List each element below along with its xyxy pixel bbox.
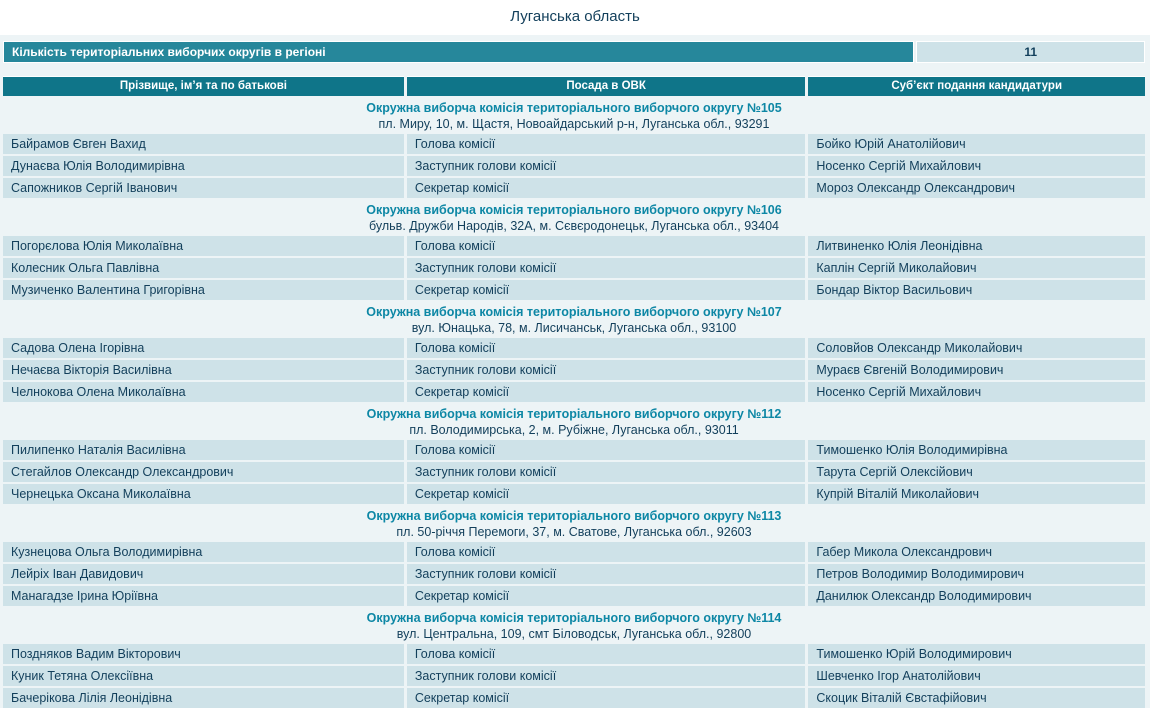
cell-position: Заступник голови комісії xyxy=(407,666,806,686)
cell-subject: Литвиненко Юлія Леонідівна xyxy=(808,236,1145,256)
cell-position: Секретар комісії xyxy=(407,178,806,198)
cell-name: Сапожников Сергій Іванович xyxy=(3,178,404,198)
cell-subject: Данилюк Олександр Володимирович xyxy=(808,586,1145,606)
cell-subject: Мороз Олександр Олександрович xyxy=(808,178,1145,198)
section-head xyxy=(3,506,1145,542)
cell-name: Челнокова Олена Миколаївна xyxy=(3,382,404,402)
region-districts-count-value: 11 xyxy=(916,41,1145,63)
commission-section xyxy=(3,404,1145,504)
section-address: пл. Володимирська, 2, м. Рубіжне, Луганська обл., 93011 xyxy=(409,423,739,437)
cell-subject: Каплін Сергій Миколайович xyxy=(808,258,1145,278)
cell-position: Голова комісії xyxy=(407,644,806,664)
table-row xyxy=(3,178,1145,198)
cell-position: Голова комісії xyxy=(407,542,806,562)
cell-name: Нечаєва Вікторія Василівна xyxy=(3,360,404,380)
cell-subject: Тарута Сергій Олексійович xyxy=(808,462,1145,482)
cell-position: Заступник голови комісії xyxy=(407,360,806,380)
column-header-subject: Суб’єкт подання кандидатури xyxy=(808,76,1145,96)
column-header-position: Посада в ОВК xyxy=(407,76,806,96)
cell-subject: Габер Микола Олександрович xyxy=(808,542,1145,562)
section-title: Окружна виборча комісія територіального виборчого округу №107 xyxy=(366,305,782,319)
commission-section xyxy=(3,506,1145,606)
cell-name: Погорєлова Юлія Миколаївна xyxy=(3,236,404,256)
cell-name: Поздняков Вадим Вікторович xyxy=(3,644,404,664)
table-row xyxy=(3,688,1145,708)
cell-subject: Купрій Віталій Миколайович xyxy=(808,484,1145,504)
commission-section xyxy=(3,608,1145,708)
section-address: вул. Юнацька, 78, м. Лисичанськ, Луганська обл., 93100 xyxy=(411,321,737,335)
cell-position: Секретар комісії xyxy=(407,688,806,708)
cell-subject: Тимошенко Юлія Володимирівна xyxy=(808,440,1145,460)
section-title: Окружна виборча комісія територіального виборчого округу №105 xyxy=(366,101,782,115)
cell-name: Манагадзе Ірина Юріївна xyxy=(3,586,404,606)
table-row xyxy=(3,586,1145,606)
table-row xyxy=(3,280,1145,300)
cell-name: Бачерікова Лілія Леонідівна xyxy=(3,688,404,708)
section-head xyxy=(3,608,1145,644)
table-row xyxy=(3,484,1145,504)
table-row xyxy=(3,440,1145,460)
cell-name: Байрамов Євген Вахид xyxy=(3,134,404,154)
table-row xyxy=(3,338,1145,358)
table-row xyxy=(3,462,1145,482)
table-row xyxy=(3,156,1145,176)
cell-subject: Носенко Сергій Михайлович xyxy=(808,382,1145,402)
table-row xyxy=(3,542,1145,562)
cell-name: Колесник Ольга Павлівна xyxy=(3,258,404,278)
cell-name: Чернецька Оксана Миколаївна xyxy=(3,484,404,504)
cell-position: Заступник голови комісії xyxy=(407,564,806,584)
page-title: Луганська область xyxy=(510,8,640,25)
section-address: бульв. Дружби Народів, 32А, м. Сєвєродонецьк, Луганська обл., 93404 xyxy=(369,219,779,233)
commission-section xyxy=(3,302,1145,402)
section-address: пл. Миру, 10, м. Щастя, Новоайдарський р-н, Луганська обл., 93291 xyxy=(378,117,770,131)
cell-subject: Тимошенко Юрій Володимирович xyxy=(808,644,1145,664)
cell-position: Голова комісії xyxy=(407,338,806,358)
title-band xyxy=(0,0,1150,35)
cell-position: Секретар комісії xyxy=(407,586,806,606)
section-address: вул. Центральна, 109, смт Біловодськ, Луганська обл., 92800 xyxy=(396,627,752,641)
cell-subject: Петров Володимир Володимирович xyxy=(808,564,1145,584)
commission-section xyxy=(3,200,1145,300)
table-body xyxy=(3,98,1145,708)
table-row xyxy=(3,258,1145,278)
cell-subject: Мураєв Євгеній Володимирович xyxy=(808,360,1145,380)
section-head xyxy=(3,98,1145,134)
table-row xyxy=(3,644,1145,664)
cell-position: Голова комісії xyxy=(407,134,806,154)
cell-subject: Шевченко Ігор Анатолійович xyxy=(808,666,1145,686)
section-title: Окружна виборча комісія територіального виборчого округу №113 xyxy=(366,509,782,523)
cell-position: Заступник голови комісії xyxy=(407,258,806,278)
table-row xyxy=(3,382,1145,402)
commission-section xyxy=(3,98,1145,198)
content-area xyxy=(0,35,1150,708)
section-head xyxy=(3,302,1145,338)
section-title: Окружна виборча комісія територіального виборчого округу №106 xyxy=(366,203,782,217)
table-row xyxy=(3,360,1145,380)
section-head xyxy=(3,200,1145,236)
section-address: пл. 50-річчя Перемоги, 37, м. Сватове, Луганська обл., 92603 xyxy=(396,525,752,539)
region-districts-count-label: Кількість територіальних виборчих округів в регіоні xyxy=(3,41,914,63)
table-row xyxy=(3,666,1145,686)
table-header-row xyxy=(3,76,1145,96)
cell-position: Секретар комісії xyxy=(407,382,806,402)
cell-position: Заступник голови комісії xyxy=(407,156,806,176)
cell-position: Заступник голови комісії xyxy=(407,462,806,482)
cell-subject: Соловйов Олександр Миколайович xyxy=(808,338,1145,358)
cell-name: Пилипенко Наталія Василівна xyxy=(3,440,404,460)
section-head xyxy=(3,404,1145,440)
table-row xyxy=(3,134,1145,154)
cell-name: Куник Тетяна Олексіївна xyxy=(3,666,404,686)
cell-subject: Скоцик Віталій Євстафійович xyxy=(808,688,1145,708)
cell-name: Стегайлов Олександр Олександрович xyxy=(3,462,404,482)
cell-position: Голова комісії xyxy=(407,440,806,460)
cell-position: Голова комісії xyxy=(407,236,806,256)
cell-subject: Носенко Сергій Михайлович xyxy=(808,156,1145,176)
cell-name: Дунаєва Юлія Володимирівна xyxy=(3,156,404,176)
section-title: Окружна виборча комісія територіального виборчого округу №112 xyxy=(366,407,782,421)
table-row xyxy=(3,564,1145,584)
cell-name: Лейріх Іван Давидович xyxy=(3,564,404,584)
cell-subject: Бондар Віктор Васильович xyxy=(808,280,1145,300)
column-header-name: Прізвище, ім’я та по батькові xyxy=(3,76,404,96)
section-title: Окружна виборча комісія територіального виборчого округу №114 xyxy=(366,611,782,625)
summary-bar xyxy=(3,41,1145,63)
cell-name: Кузнецова Ольга Володимирівна xyxy=(3,542,404,562)
table-row xyxy=(3,236,1145,256)
cell-position: Секретар комісії xyxy=(407,484,806,504)
cell-name: Садова Олена Ігорівна xyxy=(3,338,404,358)
cell-subject: Бойко Юрій Анатолійович xyxy=(808,134,1145,154)
cell-position: Секретар комісії xyxy=(407,280,806,300)
cell-name: Музиченко Валентина Григорівна xyxy=(3,280,404,300)
